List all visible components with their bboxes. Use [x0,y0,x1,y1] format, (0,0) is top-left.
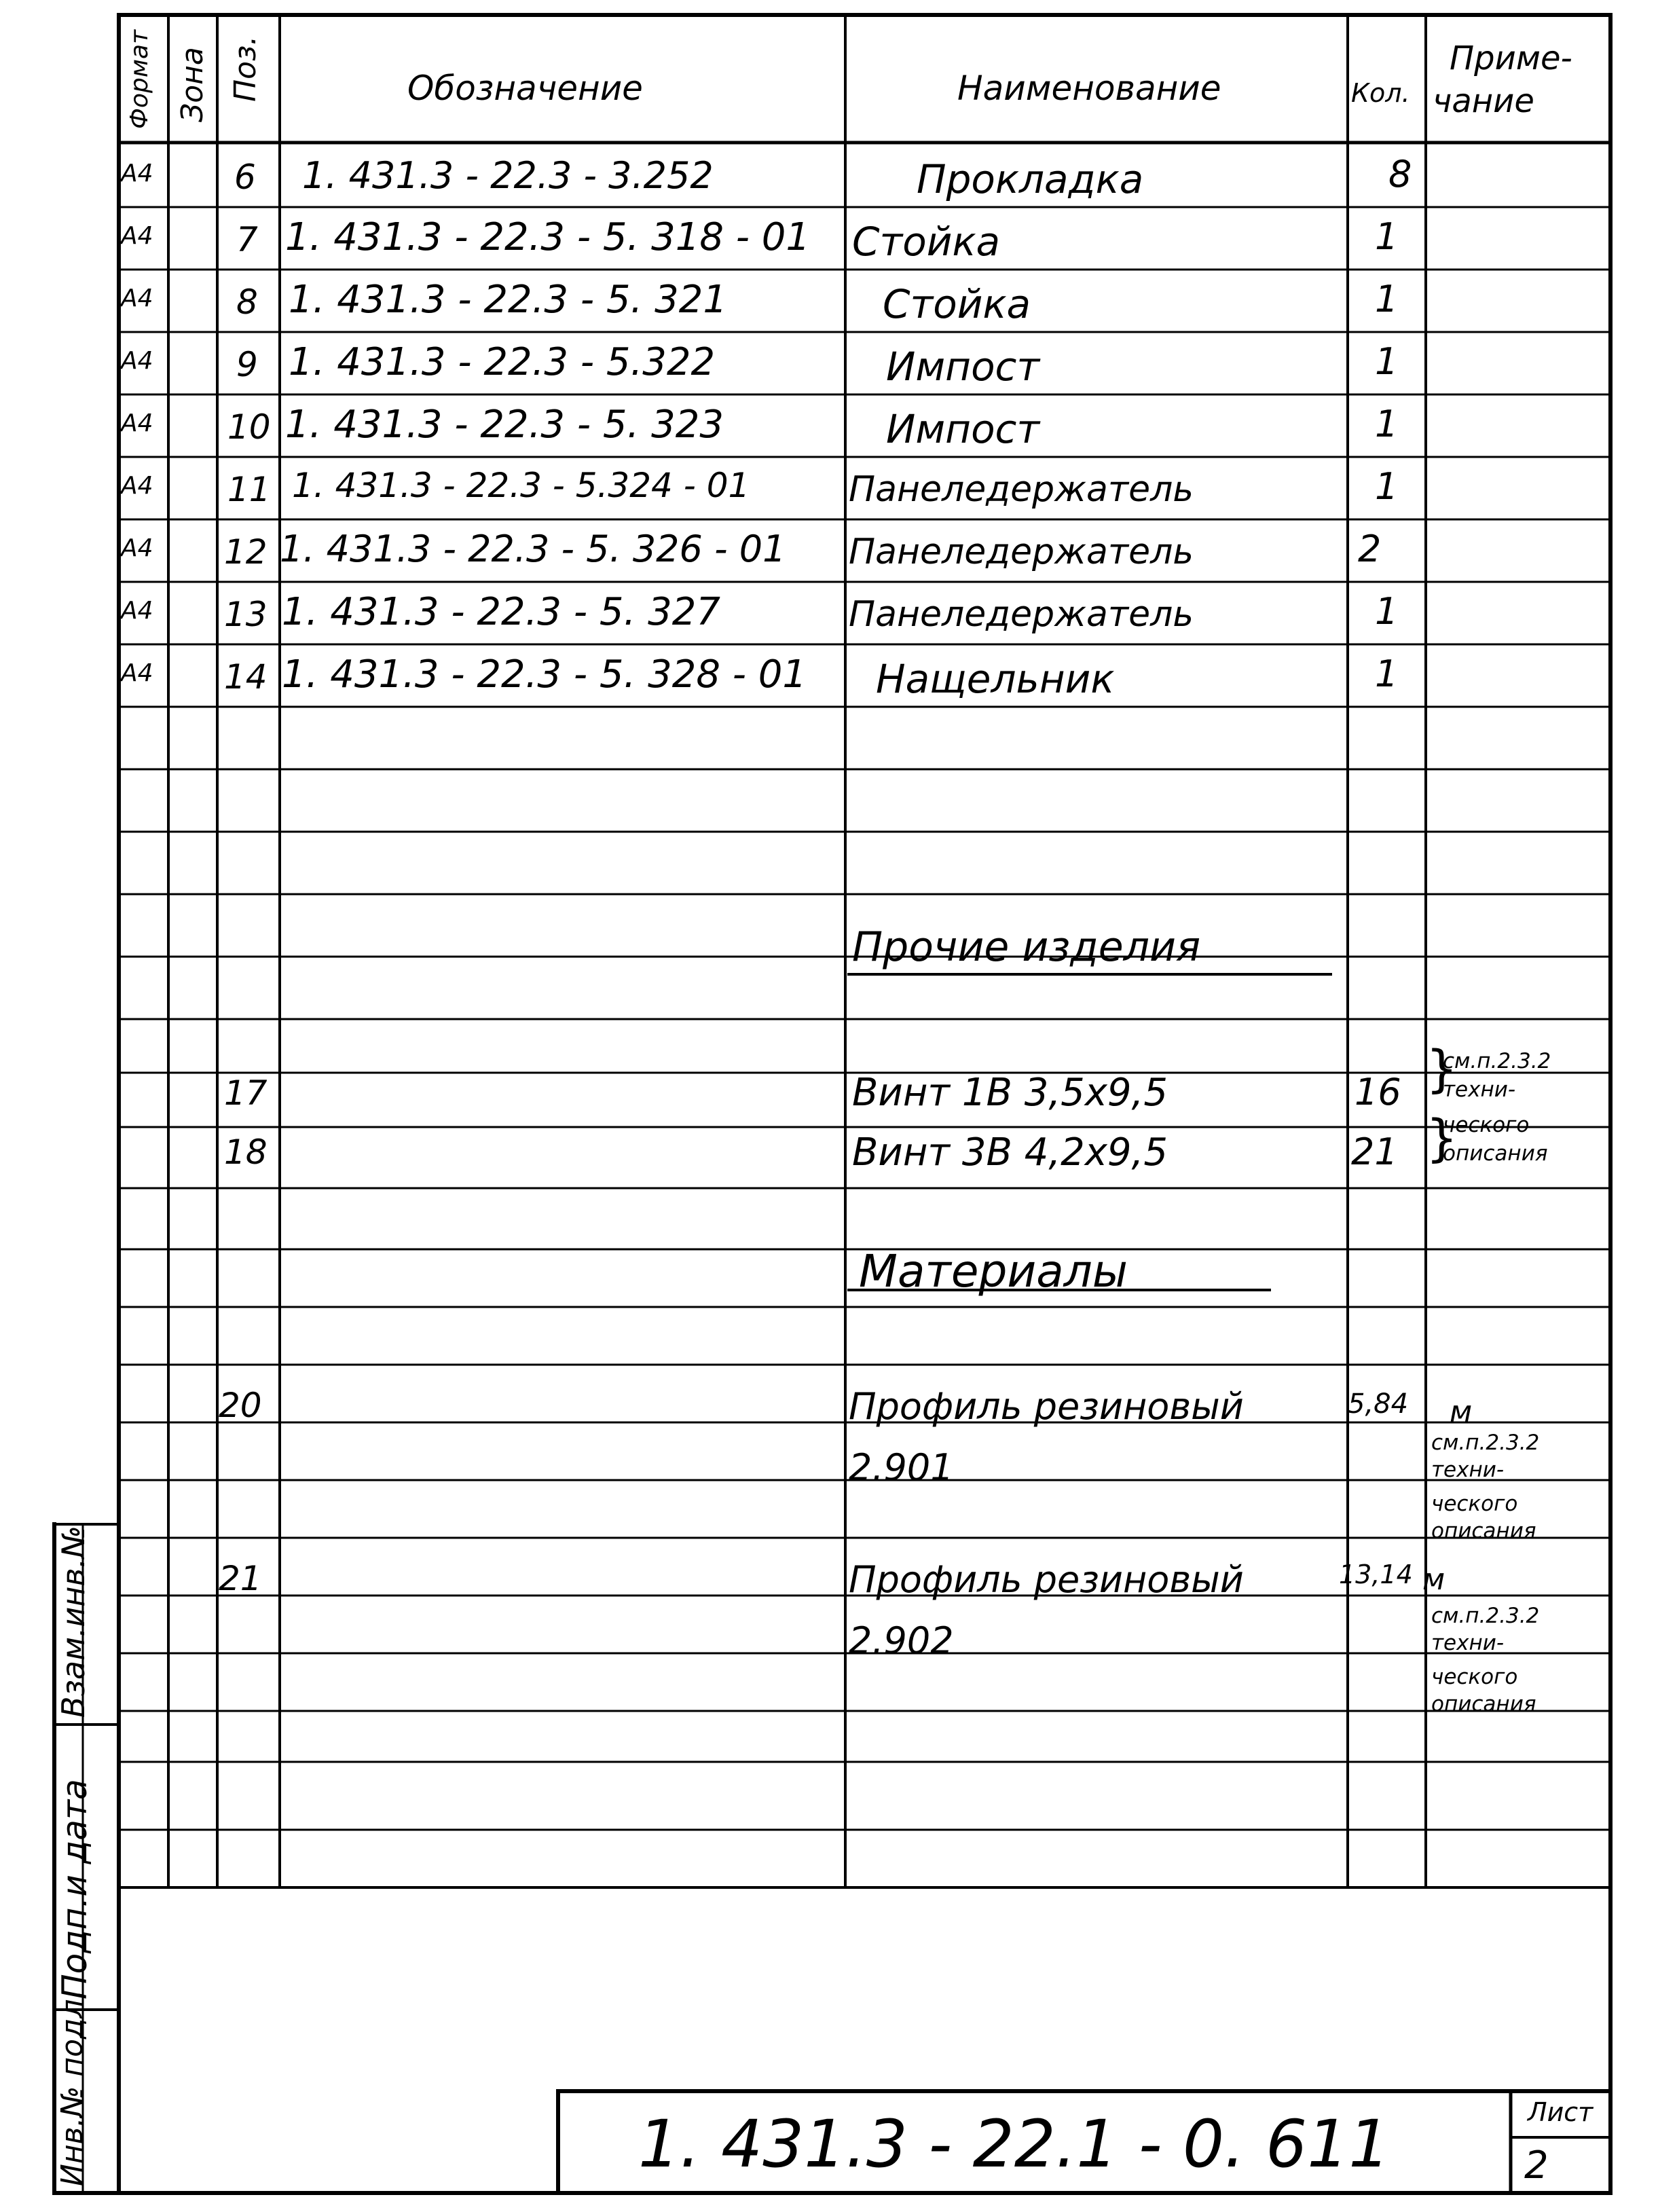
row-name: Нащельник [876,656,1115,702]
material-note-line: описания [1431,1692,1536,1716]
row-designation: 1. 431.3 - 22.3 - 5. 328 - 01 [282,652,807,697]
row-designation: 1. 431.3 - 22.3 - 3.252 [302,154,714,197]
row-designation: 1. 431.3 - 22.3 - 5.324 - 01 [292,466,750,505]
row-pos: 14 [224,657,268,697]
header-note-line1: Приме- [1450,39,1572,77]
row-name: Панеледержатель [849,594,1194,635]
document-number: 1. 431.3 - 22.1 - 0. 611 [638,2106,1390,2182]
other-note-line: техни- [1443,1077,1516,1102]
row-format: А4 [121,472,153,500]
header-pos: Поз. [228,35,263,102]
row-qty: 1 [1375,652,1399,695]
row-designation: 1. 431.3 - 22.3 - 5. 318 - 01 [285,215,811,259]
row-qty: 1 [1375,215,1399,258]
row-qty: 1 [1375,340,1399,383]
row-pos: 13 [224,595,268,634]
row-format: А4 [121,534,153,562]
material-name: Профиль резиновый [849,1385,1244,1428]
other-row-name: Винт 3В 4,2х9,5 [852,1130,1168,1175]
row-designation: 1. 431.3 - 22.3 - 5. 323 [285,403,724,447]
other-note-line: см.п.2.3.2 [1443,1049,1551,1073]
row-format: А4 [121,409,153,437]
header-name: Наименование [957,69,1221,108]
row-name: Импост [886,406,1040,452]
row-pos: 8 [236,282,258,322]
material-qty: 5,84 [1348,1388,1409,1420]
row-pos: 11 [227,470,271,509]
header-note-line2: чание [1433,82,1534,120]
material-note-line: ческого [1431,1665,1518,1689]
row-name: Стойка [852,219,1001,265]
note-brace-upper: } [1426,1040,1458,1099]
side-podp-data: Подп.и дата [55,1779,94,1999]
material-pos: 20 [219,1386,262,1425]
material-note-line: описания [1431,1519,1536,1543]
side-inv-podl: Инв.№ подл. [55,1989,90,2186]
row-format: А4 [121,160,153,187]
row-designation: 1. 431.3 - 22.3 - 5. 326 - 01 [280,528,786,570]
material-note-line: ческого [1431,1492,1518,1516]
row-format: А4 [121,347,153,375]
section-other-title: Прочие изделия [852,923,1201,971]
row-designation: 1. 431.3 - 22.3 - 5. 321 [289,278,727,322]
row-pos: 7 [236,220,258,259]
material-name-code: 2.902 [849,1619,954,1662]
row-format: А4 [121,659,153,687]
material-unit: м [1450,1395,1473,1429]
row-name: Прокладка [917,156,1144,202]
row-pos: 6 [234,158,256,197]
row-qty: 1 [1375,465,1399,508]
row-name: Панеледержатель [849,532,1194,572]
sheet-number: 2 [1524,2143,1549,2188]
material-note-line: техни- [1431,1458,1505,1482]
row-format: А4 [121,222,153,250]
material-pos: 21 [219,1559,262,1598]
row-name: Панеледержатель [849,469,1194,510]
other-note-line: описания [1443,1141,1548,1166]
other-row-pos: 17 [224,1073,268,1113]
material-qty: 13,14 [1339,1560,1413,1589]
note-brace-lower: } [1426,1109,1458,1168]
sheet-label: Лист [1528,2097,1593,2127]
row-qty: 1 [1375,590,1399,633]
row-qty: 1 [1375,403,1399,445]
other-row-qty: 21 [1351,1130,1398,1173]
row-pos: 10 [227,407,271,447]
header-format: Формат [126,29,153,129]
material-note-line: см.п.2.3.2 [1431,1431,1540,1455]
material-name-code: 2.901 [849,1446,954,1489]
header-designation: Обозначение [407,69,643,108]
other-note-line: ческого [1443,1113,1530,1137]
other-row-pos: 18 [224,1132,268,1172]
row-name: Импост [886,344,1040,390]
material-unit: м [1422,1562,1445,1597]
row-qty: 1 [1375,278,1399,320]
material-note-line: техни- [1431,1631,1505,1655]
row-format: А4 [121,284,153,312]
row-name: Стойка [883,281,1031,327]
material-name: Профиль резиновый [849,1558,1244,1601]
row-qty: 2 [1358,528,1382,570]
material-note-line: см.п.2.3.2 [1431,1604,1540,1628]
row-pos: 9 [236,345,258,384]
section-materials-title: Материалы [859,1245,1128,1297]
row-designation: 1. 431.3 - 22.3 - 5. 327 [282,590,720,634]
row-format: А4 [121,597,153,625]
header-qty: Кол. [1351,78,1410,108]
other-row-name: Винт 1В 3,5х9,5 [852,1071,1168,1115]
row-pos: 12 [224,532,268,572]
header-zone: Зона [175,47,210,122]
side-vzam-inv: Взам.инв.№ [55,1525,92,1718]
row-qty: 8 [1388,153,1412,196]
row-designation: 1. 431.3 - 22.3 - 5.322 [289,340,716,384]
other-row-qty: 16 [1355,1071,1401,1113]
